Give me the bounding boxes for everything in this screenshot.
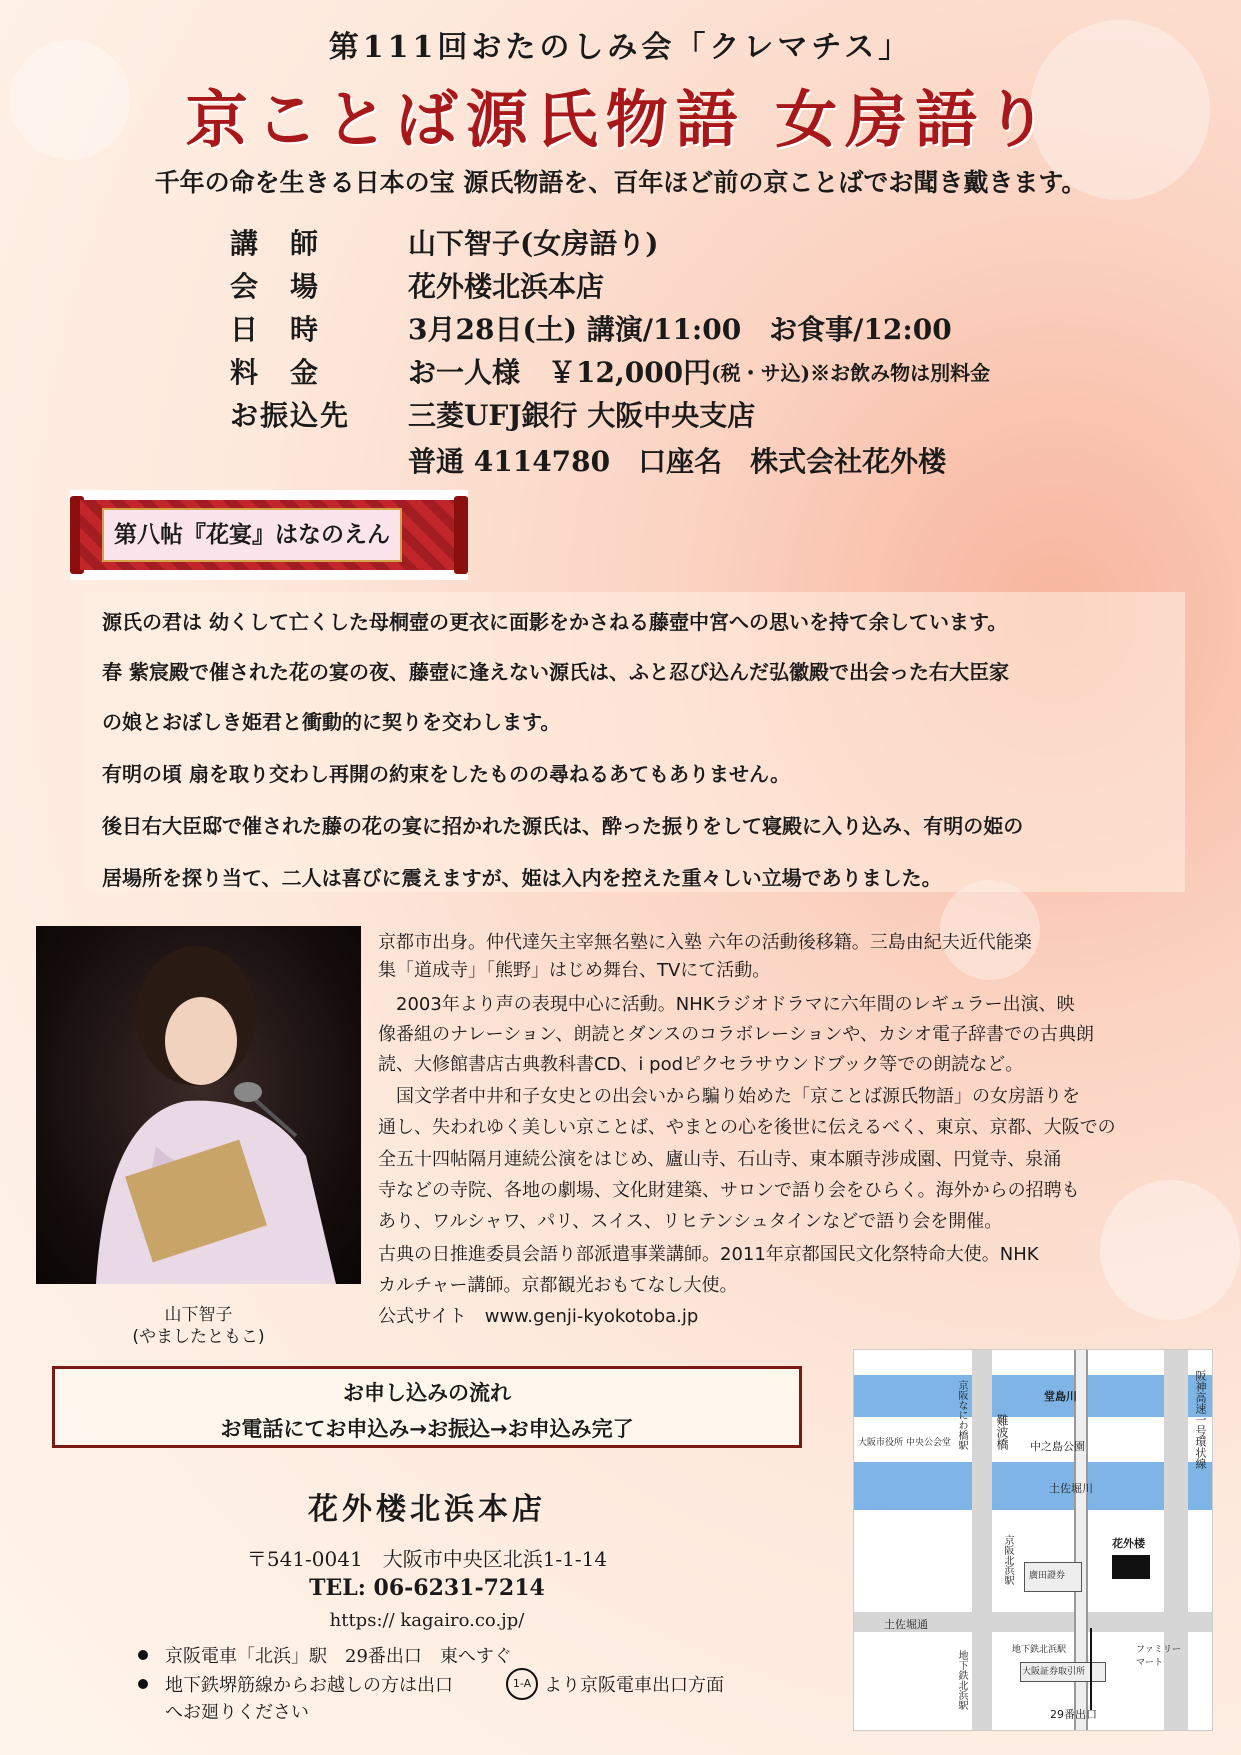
bio-line: カルチャー講師。京都観光おもてなし大使。 bbox=[378, 1275, 738, 1296]
access-map bbox=[853, 1349, 1213, 1731]
performer-name: 山下智子 bbox=[164, 1305, 233, 1325]
route-line bbox=[1090, 1628, 1092, 1710]
map-label: 京阪北浜駅 bbox=[1002, 1535, 1013, 1585]
exit-badge-icon: 1-A bbox=[506, 1668, 538, 1700]
access-line: 京阪電車「北浜」駅 29番出口 東へすぐ bbox=[165, 1646, 512, 1667]
map-river bbox=[854, 1462, 1212, 1510]
info-key: 料 金 bbox=[230, 356, 321, 389]
map-label: 地下鉄北浜駅 bbox=[956, 1650, 967, 1710]
synopsis-line: 居場所を探り当て、二人は喜びに震えますが、姫は入内を控えた重々しい立場でありました。 bbox=[102, 866, 942, 890]
info-value: お一人様 ￥12,000円 bbox=[408, 356, 712, 389]
main-title: 京ことば源氏物語 女房語り bbox=[185, 83, 1056, 156]
synopsis-panel bbox=[85, 592, 1185, 892]
map-label: 京阪なにわ橋駅 bbox=[956, 1380, 967, 1450]
bio-line: 通し、失われゆく美しい京ことば、やまとの心を後世に伝えるべく、東京、京都、大阪での bbox=[378, 1117, 1116, 1138]
petal-decoration bbox=[1100, 1180, 1240, 1320]
map-label: 地下鉄北浜駅 bbox=[1012, 1645, 1067, 1655]
map-label: 堂島川 bbox=[1044, 1390, 1077, 1403]
info-row-venue bbox=[230, 265, 604, 305]
bio-line: 読、大修館書店古典教科書CD、i podピクセラサウンドブック等での朗読など。 bbox=[378, 1054, 1024, 1075]
access-line: へお廻りください bbox=[165, 1702, 309, 1723]
scroll-roll bbox=[454, 496, 468, 574]
bio-line: 古典の日推進委員会語り部派遣事業講師。2011年京都国民文化祭特命大使。NHK bbox=[378, 1244, 1039, 1265]
info-key: お振込先 bbox=[230, 399, 351, 432]
application-flow-box bbox=[52, 1366, 802, 1448]
synopsis-line: 後日右大臣邸で催された藤の花の宴に招かれた源氏は、酔った振りをして寝殿に入り込み、有明の姫の bbox=[102, 814, 1024, 838]
map-label: 29番出口 bbox=[1050, 1708, 1097, 1721]
venue-url[interactable]: https:// kagairo.co.jp/ bbox=[329, 1610, 525, 1631]
bio-line: 国文学者中井和子女史との出会いから騙り始めた「京ことば源氏物語」の女房語りを bbox=[378, 1086, 1080, 1107]
kagairo-building bbox=[1112, 1555, 1150, 1579]
map-label: 難波橋 bbox=[995, 1414, 1009, 1450]
bio-line: 像番組のナレーション、朗読とダンスのコラボレーションや、カシオ電子辞書での古典朗 bbox=[378, 1024, 1095, 1045]
bio-line: あり、ワルシャワ、パリ、スイス、リヒテンシュタインなどで語り会を開催。 bbox=[378, 1211, 1003, 1232]
info-value: 三菱UFJ銀行 大阪中央支店 bbox=[408, 399, 756, 432]
info-key: 会 場 bbox=[230, 270, 321, 303]
map-label: 廣田證券 bbox=[1029, 1571, 1066, 1581]
event-title: 第111回おたのしみ会「クレマチス」 bbox=[328, 30, 913, 65]
bullet-icon bbox=[138, 1679, 148, 1689]
official-site: 公式サイト www.genji-kyokotoba.jp bbox=[378, 1306, 699, 1327]
map-road bbox=[1164, 1350, 1188, 1730]
access-line: より京阪電車出口方面 bbox=[544, 1675, 724, 1696]
info-key: 講 師 bbox=[230, 227, 321, 260]
info-row-lecturer bbox=[230, 222, 659, 262]
info-value: 3月28日(土) 講演/11:00 お食事/12:00 bbox=[408, 313, 952, 346]
synopsis-line: 春 紫宸殿で催された花の宴の夜、藤壺に逢えない源氏は、ふと忍び込んだ弘徽殿で出会った右大臣家 bbox=[102, 660, 1009, 684]
map-label: 土佐堀通 bbox=[884, 1618, 928, 1631]
map-label: 花外楼 bbox=[1112, 1537, 1145, 1550]
tagline: 千年の命を生きる日本の宝 源氏物語を、百年ほど前の京ことばでお聞き戴きます。 bbox=[154, 168, 1087, 197]
performer-photo bbox=[36, 926, 361, 1284]
info-value: 花外楼北浜本店 bbox=[408, 270, 605, 303]
info-key: 日 時 bbox=[230, 313, 321, 346]
bio-line: 集「道成寺」「熊野」はじめ舞台、TVにて活動。 bbox=[378, 960, 771, 981]
info-row-account bbox=[230, 440, 946, 480]
map-label: 中央公会堂 bbox=[906, 1438, 952, 1448]
info-row-bank bbox=[230, 394, 755, 434]
map-river bbox=[854, 1375, 1212, 1417]
map-road bbox=[972, 1350, 992, 1730]
bio-line: 寺などの寺院、各地の劇場、文化財建築、サロンで語り会をひらく。海外からの招聘も bbox=[378, 1180, 1080, 1201]
info-key bbox=[230, 440, 408, 480]
application-heading: お申し込みの流れ bbox=[343, 1381, 511, 1405]
bio-line: 京都市出身。仲代達矢主宰無名塾に入塾 六年の活動後移籍。三島由紀夫近代能楽 bbox=[378, 932, 1032, 953]
map-label: 中之島公園 bbox=[1030, 1440, 1085, 1453]
application-flow: お電話にてお申込み→お振込→お申込み完了 bbox=[220, 1417, 634, 1441]
info-value: 山下智子(女房語り) bbox=[408, 227, 659, 260]
map-label: 大阪市役所 bbox=[858, 1438, 904, 1448]
bullet-icon bbox=[138, 1650, 148, 1660]
map-label: 阪神高速一号環状線 bbox=[1194, 1370, 1207, 1469]
map-label: ファミリーマート bbox=[1136, 1645, 1181, 1668]
info-row-fee bbox=[230, 351, 990, 391]
synopsis-line: 有明の頃 扇を取り交わし再開の約束をしたものの尋ねるあてもありません。 bbox=[102, 762, 791, 786]
access-line: 地下鉄堺筋線からお越しの方は出口 bbox=[165, 1675, 453, 1696]
info-row-datetime bbox=[230, 308, 952, 348]
synopsis-line: の娘とおぼしき姫君と衝動的に契りを交わします。 bbox=[102, 710, 561, 734]
bio-line: 2003年より声の表現中心に活動。NHKラジオドラマに六年間のレギュラー出演、映 bbox=[378, 994, 1075, 1015]
map-label: 土佐堀川 bbox=[1049, 1482, 1093, 1495]
chapter-scroll bbox=[70, 490, 468, 580]
venue-name: 花外楼北浜本店 bbox=[308, 1492, 546, 1527]
performer-reading: (やましたともこ) bbox=[132, 1327, 265, 1347]
venue-address: 〒541-0041 大阪市中央区北浜1-1-14 bbox=[246, 1547, 608, 1571]
map-label: 大阪証券取引所 bbox=[1022, 1667, 1086, 1677]
info-value: 普通 4114780 口座名 株式会社花外楼 bbox=[408, 445, 947, 478]
synopsis-line: 源氏の君は 幼くして亡くした母桐壺の更衣に面影をかさねる藤壺中宮への思いを持て余しています。 bbox=[102, 610, 1008, 634]
chapter-label: 第八帖『花宴』はなのえん bbox=[102, 508, 402, 562]
venue-tel: TEL: 06-6231-7214 bbox=[309, 1575, 545, 1601]
fee-note: (税・サ込)※お飲み物は別料金 bbox=[711, 361, 991, 385]
bio-line: 全五十四帖隔月連続公演をはじめ、廬山寺、石山寺、東本願寺涉成園、円覚寺、泉涌 bbox=[378, 1149, 1062, 1170]
